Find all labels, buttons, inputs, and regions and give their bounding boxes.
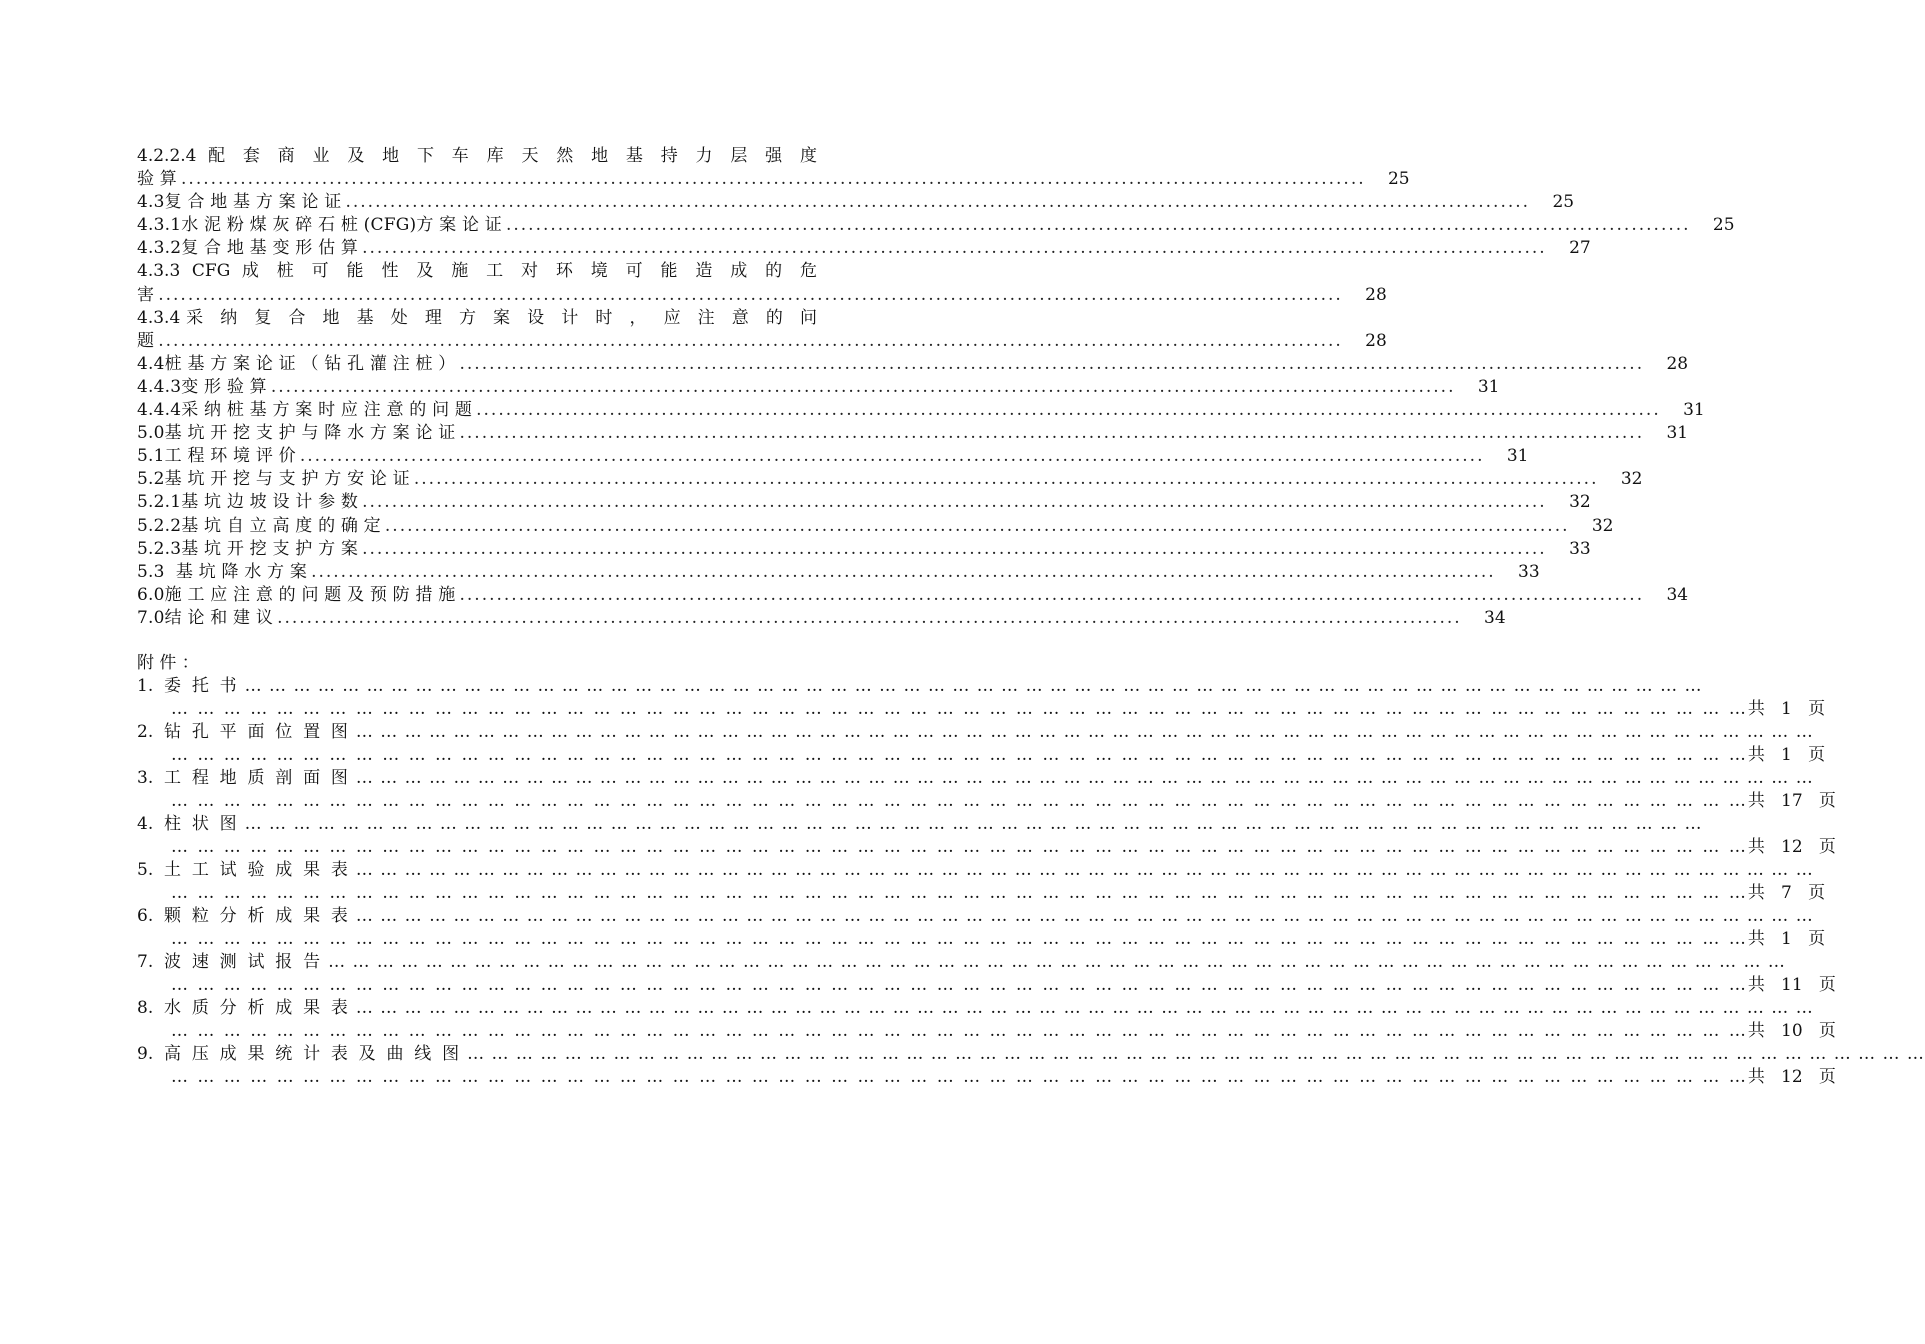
attachment-label: 7. 波 速 测 试 报 告 — [137, 952, 321, 972]
attachment-label: 1. 委 托 书 — [137, 676, 237, 696]
attachment-label: 4. 柱 状 图 — [137, 814, 237, 834]
toc-dot-leader: ................................................................................................................................................................ — [277, 607, 1462, 628]
attachment-label: 5. 土 工 试 验 成 果 表 — [137, 860, 348, 880]
toc-dot-leader: ................................................................................................................................................................ — [459, 423, 1645, 444]
toc-page-number: 28 — [1666, 353, 1689, 374]
attachment-label: 3. 工 程 地 质 剖 面 图 — [137, 768, 348, 788]
toc-entry — [137, 168, 1410, 191]
toc-entry — [137, 214, 1735, 237]
toc-entry-title: 7.0结 论 和 建 议 — [137, 607, 274, 628]
attachment-item — [137, 997, 1814, 1020]
toc-entry-title: 5.3 基 坑 降 水 方 案 — [137, 561, 308, 582]
attachment-count: 共 1 页 — [1747, 699, 1826, 719]
toc-entry-continuation: 题 — [137, 330, 155, 351]
toc-entry-title: 4.4.3变 形 验 算 — [137, 376, 267, 397]
attachment-count: 共 12 页 — [1747, 837, 1836, 857]
toc-entry — [137, 538, 1591, 561]
table-of-contents — [137, 145, 1735, 630]
toc-dot-leader: ................................................................................................................................................................ — [299, 446, 1485, 467]
attachment-count: 共 1 页 — [1747, 745, 1826, 765]
toc-entry-continuation: 害 — [137, 284, 155, 305]
attachment-item — [137, 951, 1786, 974]
toc-page-number: 33 — [1518, 561, 1540, 582]
toc-entry — [137, 515, 1614, 538]
toc-entry-title: 5.0基 坑 开 挖 支 护 与 降 水 方 案 论 证 — [137, 423, 456, 444]
attachment-label: 8. 水 质 分 析 成 果 表 — [137, 998, 348, 1018]
toc-entry — [137, 491, 1591, 514]
toc-dot-leader: ................................................................................................................................................................ — [158, 330, 1343, 351]
toc-page-number: 32 — [1591, 515, 1614, 536]
toc-entry-title: 4.4桩 基 方 案 论 证 （ 钻 孔 灌 注 桩 ） — [137, 353, 456, 374]
toc-dot-leader: ................................................................................................................................................................ — [158, 284, 1343, 305]
toc-dot-leader: ................................................................................................................................................................ — [459, 584, 1645, 605]
attachment-leader: … … … … … … … … … … … … … … … … … … … … … … … … … … … … … … … … … … … … … … … … … … … … … … … … … … … … … … … … … … … … — [171, 1021, 1748, 1041]
attachment-count: 共 12 页 — [1747, 1067, 1836, 1087]
toc-page-number: 25 — [1387, 169, 1410, 190]
attachment-leader: … … … … … … … … … … … … … … … … … … … … … … … … … … … … … … … … … … … … … … … … … … … … … … … … … … … … … … … … … … … … — [244, 676, 1703, 696]
attachment-item-page-count — [137, 974, 1836, 997]
attachment-leader: … … … … … … … … … … … … … … … … … … … … … … … … … … … … … … … … … … … … … … … … … … … … … … … … … … … … … … … … … … … … — [171, 975, 1748, 995]
toc-entry-title: 5.1工 程 环 境 评 价 — [137, 446, 296, 467]
attachment-item — [137, 813, 1703, 836]
toc-entry — [137, 376, 1500, 399]
toc-dot-leader: ................................................................................................................................................................ — [362, 538, 1547, 559]
attachment-leader: … … … … … … … … … … … … … … … … … … … … … … … … … … … … … … … … … … … … … … … … … … … … … … … … … … … … … … … … … … … … — [171, 837, 1748, 857]
attachment-item — [137, 859, 1814, 882]
attachment-item-page-count — [137, 836, 1836, 859]
toc-entry — [137, 445, 1529, 468]
attachment-item — [137, 1043, 1925, 1066]
toc-page-number: 33 — [1569, 538, 1591, 559]
toc-entry-title: 5.2.1基 坑 边 坡 设 计 参 数 — [137, 492, 359, 513]
attachment-leader: … … … … … … … … … … … … … … … … … … … … … … … … … … … … … … … … … … … … … … … … … … … … … … … … … … … … … … … … … … … … — [171, 699, 1748, 719]
attachment-count: 共 7 页 — [1747, 883, 1826, 903]
toc-page-number: 34 — [1484, 607, 1506, 628]
toc-dot-leader: ................................................................................................................................................................ — [345, 192, 1531, 213]
attachment-item-page-count — [137, 928, 1826, 951]
toc-page-number: 31 — [1477, 376, 1500, 397]
attachment-leader: … … … … … … … … … … … … … … … … … … … … … … … … … … … … … … … … … … … … … … … … … … … … … … … … … … … … … … … … … … … … — [355, 906, 1814, 926]
attachment-item-page-count — [137, 790, 1836, 813]
attachment-count: 共 1 页 — [1747, 929, 1826, 949]
toc-entry — [137, 237, 1591, 260]
toc-page-number: 27 — [1569, 238, 1591, 259]
toc-page-number: 31 — [1666, 423, 1689, 444]
attachment-leader: … … … … … … … … … … … … … … … … … … … … … … … … … … … … … … … … … … … … … … … … … … … … … … … … … … … … … … … … … … … … — [171, 883, 1748, 903]
attachment-count: 共 11 页 — [1747, 975, 1836, 995]
toc-dot-leader: ................................................................................................................................................................ — [270, 376, 1456, 397]
attachment-label: 2. 钻 孔 平 面 位 置 图 — [137, 722, 348, 742]
toc-entry-title: 4.3复 合 地 基 方 案 论 证 — [137, 192, 342, 213]
toc-entry — [137, 191, 1575, 214]
toc-page-number: 32 — [1569, 492, 1591, 513]
toc-entry-title-line: 4.3.3 CFG 成 桩 可 能 性 及 施 工 对 环 境 可 能 造 成 的 危 — [137, 261, 817, 282]
attachment-leader: … … … … … … … … … … … … … … … … … … … … … … … … … … … … … … … … … … … … … … … … … … … … … … … … … … … … … … … … … … … … — [467, 1044, 1925, 1064]
toc-entry-title: 4.3.2复 合 地 基 变 形 估 算 — [137, 238, 359, 259]
toc-entry-title: 5.2.2基 坑 自 立 高 度 的 确 定 — [137, 515, 381, 536]
attachment-leader: … … … … … … … … … … … … … … … … … … … … … … … … … … … … … … … … … … … … … … … … … … … … … … … … … … … … … … … … … … … … — [171, 929, 1748, 949]
toc-page-number: 34 — [1666, 584, 1689, 605]
attachment-leader: … … … … … … … … … … … … … … … … … … … … … … … … … … … … … … … … … … … … … … … … … … … … … … … … … … … … … … … … … … … … — [355, 722, 1814, 742]
toc-page-number: 28 — [1365, 330, 1387, 351]
attachment-item-page-count — [137, 1066, 1836, 1089]
toc-entry-title-line: 4.2.2.4 配 套 商 业 及 地 下 车 库 天 然 地 基 持 力 层 强 度 — [137, 146, 817, 166]
toc-entry — [137, 584, 1689, 607]
toc-entry-title-line: 4.3.4采 纳 复 合 地 基 处 理 方 案 设 计 时 ， 应 注 意 的 问 — [137, 307, 817, 328]
attachment-leader: … … … … … … … … … … … … … … … … … … … … … … … … … … … … … … … … … … … … … … … … … … … … … … … … … … … … … … … … … … … … — [244, 814, 1703, 834]
attachment-item — [137, 675, 1703, 698]
toc-dot-leader: ................................................................................................................................................................ — [384, 515, 1570, 536]
toc-entry — [137, 284, 1387, 307]
attachment-item-page-count — [137, 882, 1826, 905]
attachment-count: 共 10 页 — [1747, 1021, 1836, 1041]
toc-page-number: 25 — [1552, 192, 1575, 213]
toc-entry — [137, 422, 1689, 445]
toc-entry-title: 4.3.1水 泥 粉 煤 灰 碎 石 桩 (CFG)方 案 论 证 — [137, 215, 502, 236]
toc-page-number: 32 — [1620, 469, 1643, 490]
attachment-leader: … … … … … … … … … … … … … … … … … … … … … … … … … … … … … … … … … … … … … … … … … … … … … … … … … … … … … … … … … … … … — [171, 791, 1748, 811]
toc-dot-leader: ................................................................................................................................................................ — [476, 400, 1661, 421]
attachment-item-page-count — [137, 698, 1826, 721]
toc-entry — [137, 330, 1387, 353]
attachment-label: 6. 颗 粒 分 析 成 果 表 — [137, 906, 348, 926]
toc-dot-leader: ................................................................................................................................................................ — [362, 238, 1547, 259]
attachment-leader: … … … … … … … … … … … … … … … … … … … … … … … … … … … … … … … … … … … … … … … … … … … … … … … … … … … … … … … … … … … … — [355, 768, 1814, 788]
attachment-count: 共 17 页 — [1747, 791, 1836, 811]
attachment-item — [137, 721, 1814, 744]
toc-dot-leader: ................................................................................................................................................................ — [311, 561, 1496, 582]
attachment-leader: … … … … … … … … … … … … … … … … … … … … … … … … … … … … … … … … … … … … … … … … … … … … … … … … … … … … … … … … … … … … — [171, 1067, 1748, 1087]
toc-entry-title: 6.0施 工 应 注 意 的 问 题 及 预 防 措 施 — [137, 584, 456, 605]
toc-entry-continuation: 验 算 — [137, 169, 178, 190]
toc-dot-leader: ................................................................................................................................................................ — [181, 169, 1366, 190]
toc-entry — [137, 353, 1689, 376]
toc-page-number: 31 — [1683, 400, 1705, 421]
toc-entry-title: 5.2.3基 坑 开 挖 支 护 方 案 — [137, 538, 359, 559]
attachment-leader: … … … … … … … … … … … … … … … … … … … … … … … … … … … … … … … … … … … … … … … … … … … … … … … … … … … … … … … … … … … … — [171, 745, 1748, 765]
toc-dot-leader: ................................................................................................................................................................ — [459, 353, 1645, 374]
toc-page-number: 31 — [1506, 446, 1529, 467]
toc-page-number: 25 — [1712, 215, 1735, 236]
toc-dot-leader: ................................................................................................................................................................ — [505, 215, 1691, 236]
toc-dot-leader: ................................................................................................................................................................ — [362, 492, 1547, 513]
attachment-item — [137, 905, 1814, 928]
attachment-leader: … … … … … … … … … … … … … … … … … … … … … … … … … … … … … … … … … … … … … … … … … … … … … … … … … … … … … … … … … … … … — [355, 998, 1814, 1018]
attachments-heading: 附 件 ： — [137, 653, 199, 673]
attachment-item-page-count — [137, 1020, 1836, 1043]
attachments-list — [137, 652, 1925, 1089]
attachment-label: 9. 高 压 成 果 统 计 表 及 曲 线 图 — [137, 1044, 460, 1064]
toc-entry-title: 5.2基 坑 开 挖 与 支 护 方 安 论 证 — [137, 469, 410, 490]
toc-page-number: 28 — [1365, 284, 1387, 305]
toc-entry — [137, 399, 1705, 422]
attachment-leader: … … … … … … … … … … … … … … … … … … … … … … … … … … … … … … … … … … … … … … … … … … … … … … … … … … … … … … … … … … … … — [355, 860, 1814, 880]
toc-entry — [137, 561, 1540, 584]
toc-dot-leader: ................................................................................................................................................................ — [413, 469, 1599, 490]
toc-entry — [137, 468, 1643, 491]
attachment-item-page-count — [137, 744, 1826, 767]
toc-entry — [137, 607, 1506, 630]
attachment-item — [137, 767, 1814, 790]
toc-entry-title: 4.4.4采 纳 桩 基 方 案 时 应 注 意 的 问 题 — [137, 400, 473, 421]
attachment-leader: … … … … … … … … … … … … … … … … … … … … … … … … … … … … … … … … … … … … … … … … … … … … … … … … … … … … … … … … … … … … — [328, 952, 1786, 972]
